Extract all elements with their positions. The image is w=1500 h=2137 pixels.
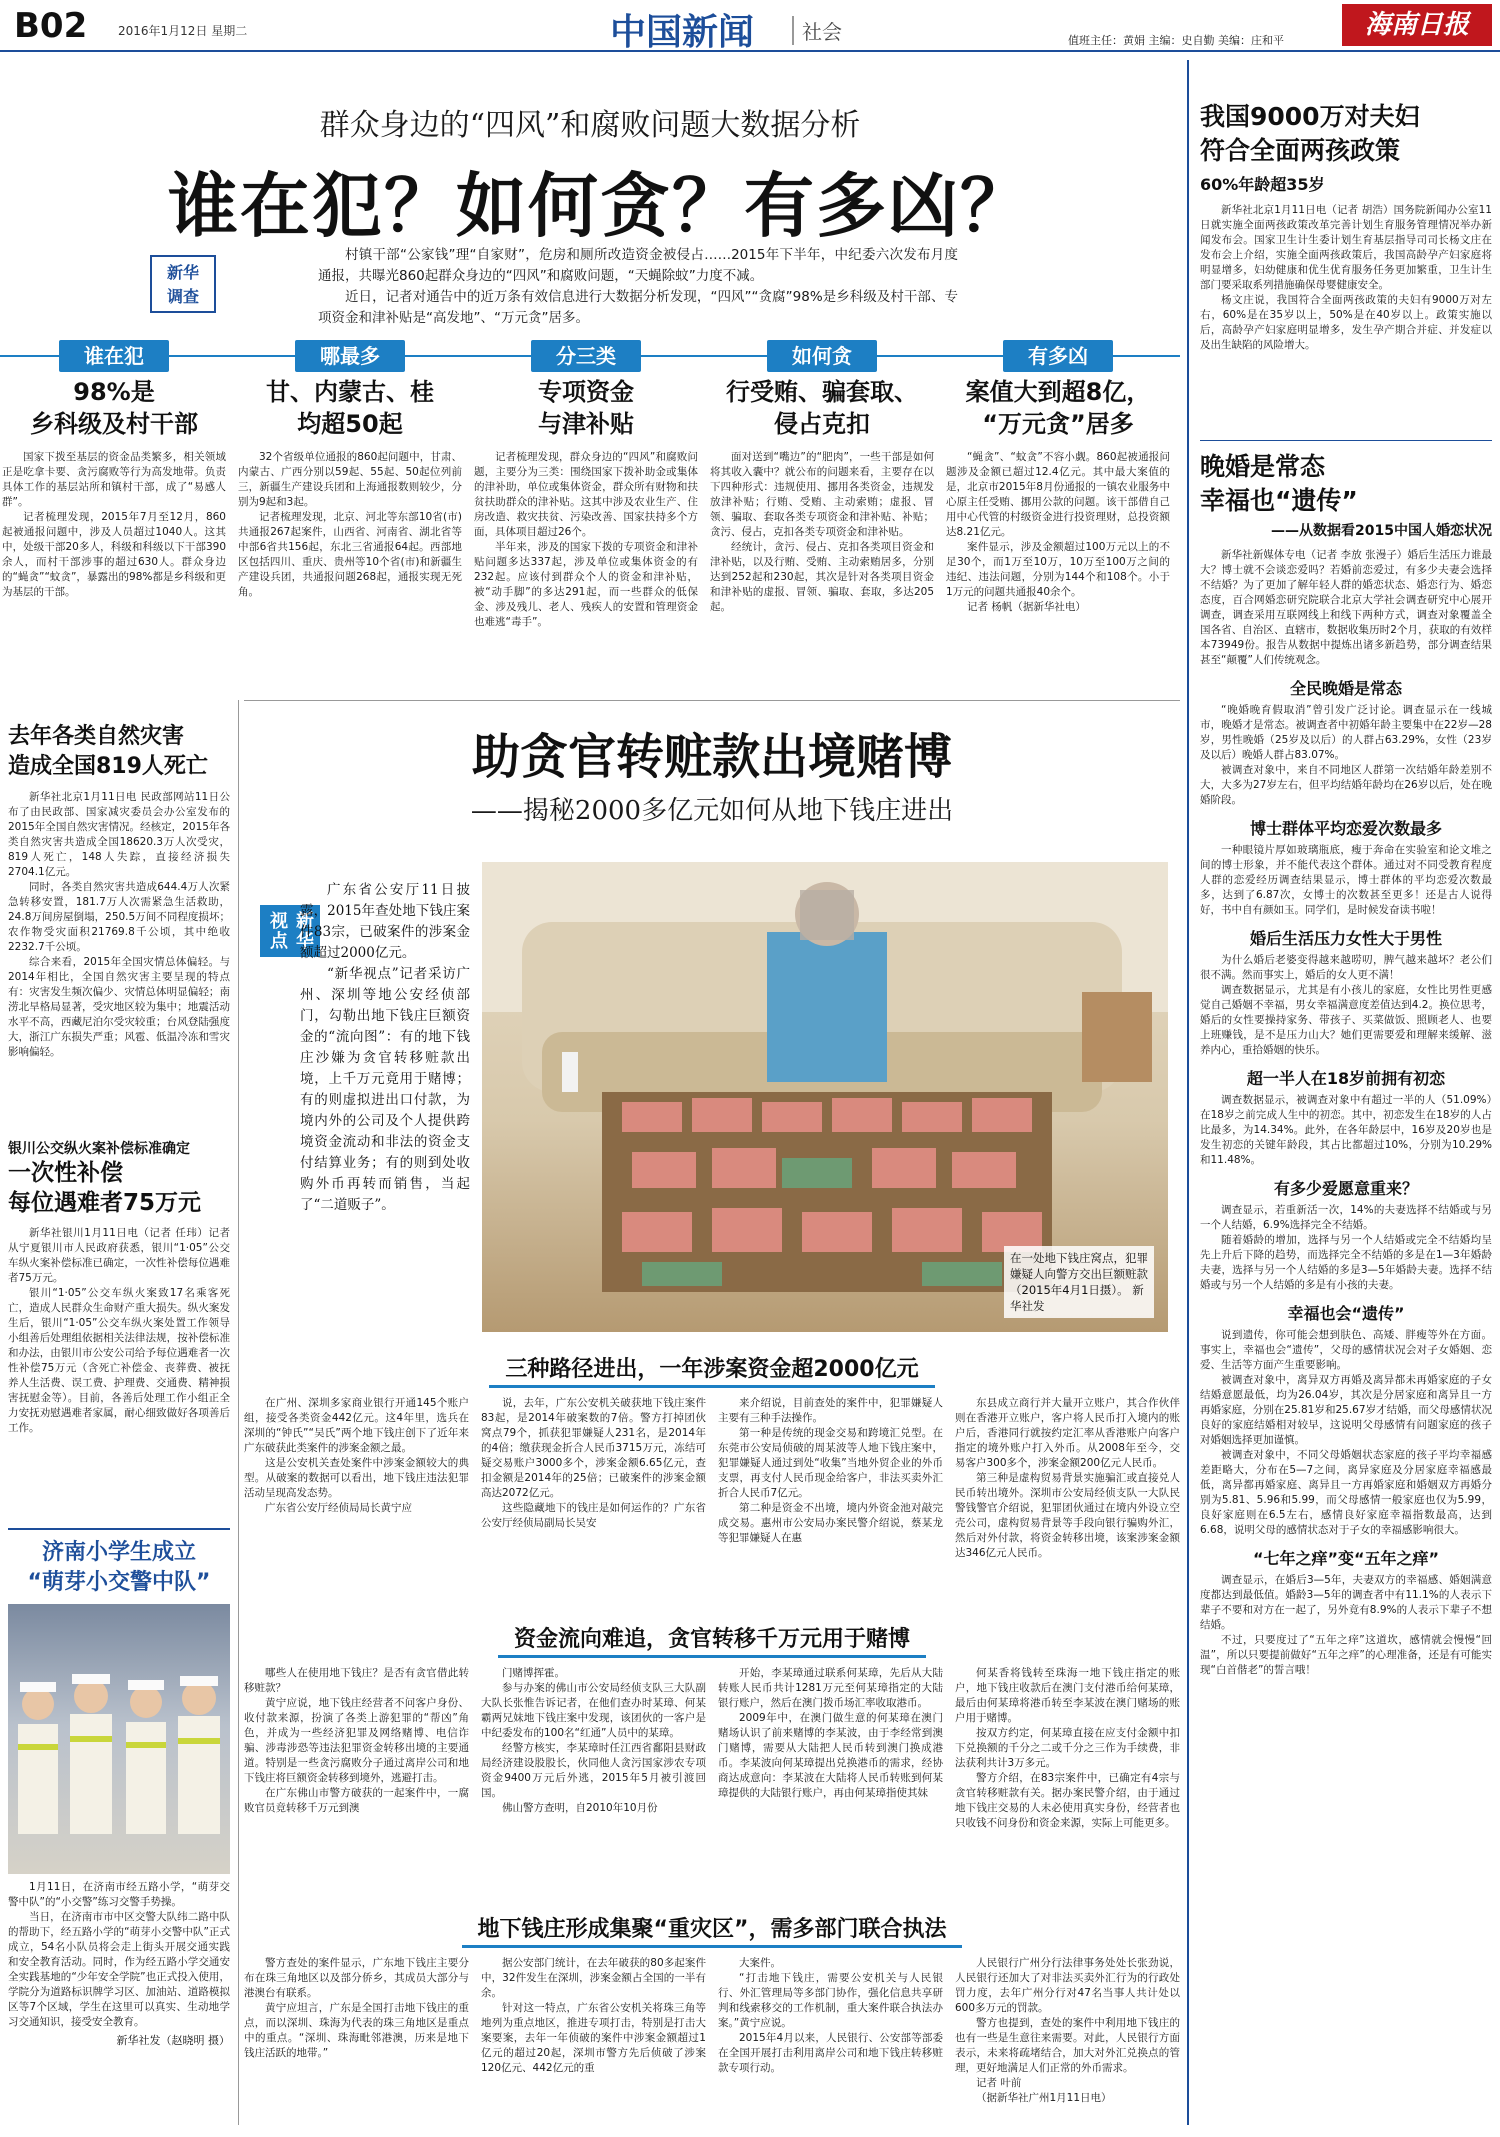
marriage-subheading: “七年之痒”变“五年之痒” (1252, 1549, 1440, 1568)
text-column (244, 1666, 469, 1831)
feature-lead-text (300, 880, 470, 1216)
paragraph: “打击地下钱庄，需要公安机关与人民银行、外汇管理局等多部门协作，强化信息共享研判和线索移交的工作机制，重大案件联合执法办案。”黄宁应说。 (718, 1972, 943, 2029)
paragraph: 大案件。 (739, 1957, 781, 1969)
tab-column (238, 340, 462, 600)
paragraph: 调查数据显示，被调查对象中有超过一半的人（51.09%）在18岁之前完成人生中的初恋。其中，初恋发生在18岁的人占比最多，为14.34%。此外，在各年龄层中，16岁及20岁也是发生初恋的关键年龄段，其占比都超过10%，分别为10.29%和11.48%。 (1200, 1094, 1492, 1166)
paragraph: 记者 叶前 (976, 2077, 1022, 2089)
newspaper-logo: 海南日报 (1342, 4, 1492, 46)
paragraph: 银川“1·05”公交车纵火案致17名乘客死亡，造成人民群众生命财产重大损失。纵火案发生后，银川“1·05”公交车纵火案处置工作领导小组善后处理组依据相关法律法规，按补偿标准和办法，由银川市公安公司给予每位遇难者一次性补偿75万元（含死亡补偿金、丧葬费、被抚养人生活费、误工费、护理费、交通费、精神损害抚慰金等）。目前，各善后处理工作小组正全力安抚劝慰遇难者家属，耐心细致做好各项善后工作。 (8, 1287, 230, 1434)
tab-column (474, 340, 698, 630)
tab-title: 专项资金 与津补贴 (538, 378, 634, 438)
paragraph: 半年来，涉及的国家下拨的专项资金和津补贴问题多达337起，涉及单位或集体资金的有232起。应该付到群众个人的资金和津补贴，被“动手脚”的多达291起，而一些群众的低保金、涉及残儿、老人、残疾人的安置和管理资金也难逃“毒手”。 (474, 541, 698, 628)
paragraph: 说到遗传，你可能会想到肤色、高矮、胖瘦等外在方面。事实上，幸福也会“遗传”，父母的感情状况会对子女婚姻、恋爱、生活等方面产生重要影响。 (1200, 1329, 1492, 1371)
school-title: 济南小学生成立 “萌芽小交警中队” (27, 1540, 211, 1595)
two-child-title: 我国9000万对夫妇 符合全面两孩政策 (1200, 102, 1420, 165)
paragraph: 这些隐藏地下的钱庄是如何运作的？广东省公安厅经侦局副局长吴安 (481, 1502, 706, 1529)
paragraph: 人民银行广州分行法律事务处处长张劲说，人民银行还加大了对非法买卖外汇行为的行政处罚力度，去年广州分行对47名当事人共计处以600多万元的罚款。 (955, 1957, 1180, 2014)
marriage-title: 晚婚是常态 幸福也“遗传” (1200, 452, 1358, 515)
paragraph: 针对这一特点，广东省公安机关将珠三角等地列为重点地区，推进专项打击，特别是打击大案要案，去年一年侦破的案件中涉案金额超过1亿元的超过20起，深圳市警方先后侦破了涉案120亿元、442亿元的重 (481, 2002, 706, 2074)
paragraph: 第二种是资金不出境，境内外资金池对敲完成交易。惠州市公安局办案民警介绍说，蔡某龙等犯罪嫌疑人在惠 (718, 1502, 943, 1544)
page-number: B02 (14, 6, 88, 46)
paragraph: 新华社北京1月11日电 民政部网站11日公布了由民政部、国家减灾委员会办公室发布的2015年全国自然灾害情况。经核定，2015年各类自然灾害共造成全国18620.3万人次受灾，819人死亡，148人失踪，直接经济损失2704.1亿元。 (8, 791, 230, 878)
paragraph: 说，去年，广东公安机关破获地下钱庄案件83起，是2014年破案数的7倍。警方打掉团伙窝点79个，抓获犯罪嫌疑人231名，是2014年的4倍；缴获现金折合人民币3715万元，冻结可疑交易账户3000多个，涉案金额6.65亿元，查扣金额是2014年的25倍；已破案件的涉案金额高达2072亿元。 (481, 1397, 706, 1499)
paragraph: 案件显示，涉及金额超过100万元以上的不足30个，而1万至10万，10万至100万之间的违纪、违法问题，分别为144个和108个。小于1万元的问题共通报40余个。 (946, 541, 1170, 598)
paragraph: 第一种是传统的现金交易和跨境汇兑型。在东莞市公安局侦破的周某波等人地下钱庄案中，犯罪嫌疑人通过到处“收集”当地外贸企业的外币支票，再支付人民币现金给客户，非法买卖外汇折合人民币7亿元。 (718, 1427, 943, 1499)
school-traffic-police-photo (8, 1604, 230, 1874)
paragraph: 何某香将钱转至珠海一地下钱庄指定的账户，地下钱庄收款后在澳门支付港币给何某璋，最后由何某璋将港币转至李某波在澳门赌场的账户用于赌博。 (955, 1667, 1180, 1724)
text-column (244, 1956, 469, 2106)
tab-column (2, 340, 226, 600)
paragraph: 随着婚龄的增加，选择与另一个人结婚或完全不结婚均呈先上升后下降的趋势，而选择完全不结婚的多是在1—3年婚龄夫妻，选择与另一个人结婚的多是3—5年婚龄夫妻。选择不结婚或与另一个人结婚的多是有小孩的夫妻。 (1200, 1234, 1492, 1291)
section-heading: 资金流向难追，贪官转移千万元用于赌博 (498, 1622, 926, 1658)
marriage-subheading: 全民晚婚是常态 (1289, 679, 1402, 698)
marriage-section-body (1200, 1093, 1492, 1168)
marriage-section-body (1200, 1573, 1492, 1678)
tab-title: 行受贿、骗套取、 侵占克扣 (726, 378, 918, 438)
paragraph: 门赌博挥霍。 (502, 1667, 565, 1679)
paragraph: 按双方约定，何某璋直接在应支付金额中扣下兑换额的千分之二或千分之三作为手续费，非法获利共计3万多元。 (955, 1727, 1180, 1769)
paragraph: 在广东佛山市警方破获的一起案件中，一腐败官员竟转移千万元到澳 (244, 1787, 469, 1814)
data-analysis-tabs (0, 340, 1180, 690)
marriage-subheading: 超一半人在18岁前拥有初恋 (1246, 1069, 1446, 1088)
tab-title: 98%是 乡科级及村干部 (30, 378, 198, 438)
marriage-section-body (1200, 703, 1492, 808)
paragraph: 为什么婚后老婆变得越来越唠叨，脾气越来越坏？老公们很不满。然而事实上，婚后的女人更不满！ (1200, 954, 1492, 981)
section-three-paths (244, 1352, 1180, 1561)
paragraph: 新华社新媒体专电（记者 李放 张漫子）婚后生活压力谁最大？博士就不会谈恋爱吗？若婚前恋爱过，有多少夫妻会选择不结婚？为了更加了解年轻人群的婚恋状态、婚恋行为、婚恋态度，百合网婚恋研究院联合北京大学社会调查研究中心展开调查，调查采用互联网线上和线下两种方式，调查对象覆盖全国各省、自治区、直辖市，数据收集历时2个月，获取的有效样本73949份。报告从数据中提炼出诸多新趋势，部分调查结果甚至“颠覆”人们传统观念。 (1200, 549, 1492, 666)
paragraph: “新华视点”记者采访广州、深圳等地公安经侦部门，勾勒出地下钱庄巨额资金的“流向图”：有的地下钱庄沙嫌为贪官转移赃款出境，上千万元竟用于赌博；有的则虚拟进出口付款，为境内外的公司及个人提供跨境资金流动和非法的资金支付结算业务；有的则到处收购外币再转而销售，当起了“二道贩子”。 (300, 966, 470, 1213)
tab-body (474, 450, 698, 630)
paragraph: 被调查对象中，离异双方再婚及离异都未再婚家庭的子女结婚意愿最低，均为26.04岁，其次是分居家庭和离异且一方再婚家庭，分别在25.81岁和25.67岁才结婚，而父母感情状况良好的家庭结婚相对较早，这说明父母感情有问题家庭的孩子对婚姻选择更加谨慎。 (1200, 1374, 1492, 1446)
feature-subhead: ——揭秘2000多亿元如何从地下钱庄进出 (470, 796, 954, 826)
photo-caption: 在一处地下钱庄窝点，犯罪嫌疑人向警方交出巨额赃款（2015年4月1日摄）。 新华社发 (1004, 1246, 1154, 1318)
xinhua-survey-tag: 新华 调查 (150, 255, 216, 313)
tab-pill: 分三类 (531, 340, 641, 372)
paragraph: 被调查对象中，不同父母婚姻状态家庭的孩子平均幸福感差距略大，分布在5—7之间，离异家庭及分居家庭幸福感最低，离异都再婚家庭、离异且一方再婚家庭和婚姻双方再婚分别为5.81、5.96和5.99，而父母感情一般家庭也仅为5.99，良好家庭则在6.5左右，感情良好家庭幸福指数最高，达到6.68，说明父母的感情状态对于子女的幸福感影响很大。 (1200, 1449, 1492, 1536)
paragraph: 东县成立商行并大量开立账户，其合作伙伴则在香港开立账户，客户将人民币打入境内的账户后，香港同行就按约定汇率从香港账户向客户指定的境外账户打入外币。从2008年至今，交易客户300多个，涉案金额200亿元人民币。 (955, 1397, 1180, 1469)
disaster-title: 去年各类自然灾害 造成全国819人死亡 (8, 724, 208, 779)
tab-pill: 有多凶 (1003, 340, 1113, 372)
marriage-section-body (1200, 843, 1492, 918)
marriage-subheading: 幸福也会“遗传” (1287, 1304, 1405, 1323)
paragraph: 综合来看，2015年全国灾情总体偏轻。与2014年相比，全国自然灾害主要呈现的特点有：灾害发生频次偏少、灾情总体明显偏轻；南涝北旱格局显著，受灾地区较为集中；地震活动水平不高，西藏尼泊尔受灾较重；台风登陆强度大，浙江广东损失严重；风雹、低温冷冻和雪灾影响偏轻。 (8, 956, 230, 1058)
two-child-subtitle: 60%年龄超35岁 (1200, 175, 1325, 194)
marriage-subheading: 婚后生活压力女性大于男性 (1249, 929, 1442, 948)
paragraph: 来介绍说，目前查处的案件中，犯罪嫌疑人主要有三种手法操作。 (718, 1397, 943, 1424)
section-funds-flow (244, 1622, 1180, 1831)
tab-body (710, 450, 934, 615)
paragraph: 新华社北京1月11日电（记者 胡浩）国务院新闻办公室11日就实施全面两孩政策改革完善计划生育服务管理情况举办新闻发布会。国家卫生计生委计划生育基层指导司司长杨文庄在发布会上介绍，实施全面两孩政策后，我国高龄孕产妇家庭将明显增多，妇幼健康和优生优育服务任务更加繁重，卫生计生部门要采取系列措施确保母婴健康安全。 (1200, 204, 1492, 291)
paragraph: 警方查处的案件显示，广东地下钱庄主要分布在珠三角地区以及部分侨乡，其成员大部分与港澳台有联系。 (244, 1957, 469, 1999)
tab-body (946, 450, 1170, 615)
tab-pill: 谁在犯 (59, 340, 169, 372)
marriage-subheading: 博士群体平均恋爱次数最多 (1249, 819, 1442, 838)
tab-body (238, 450, 462, 600)
section-name: 社会 (792, 16, 842, 45)
text-column (955, 1666, 1180, 1831)
paragraph: 在广州、深圳多家商业银行开通145个账户组，接受各类资金442亿元。这4年里，选兵在深圳的“钟氏”“吴氏”两个地下钱庄创下了近年来广东破获此类案件的涉案金额之最。 (244, 1397, 469, 1454)
tab-pill: 如何贪 (767, 340, 877, 372)
text-column (244, 1396, 469, 1561)
issue-date: 2016年1月12日 星期二 (118, 24, 248, 38)
bus-fire-article (8, 1226, 230, 1436)
right-column-divider (1187, 60, 1189, 2125)
tab-title: 案值大到超8亿， “万元贪”居多 (965, 378, 1151, 438)
text-column (955, 1396, 1180, 1561)
paragraph: 一种眼镜片厚如玻璃瓶底，瘦于奔命在实验室和论文堆之间的博士形象，并不能代表这个群体。通过对不同受教育程度人群的恋爱经历调查结果显示，博士群体的平均恋爱次数最多，达到了6.87次，女博士的次数甚至更多！还是古人说得好，书中自有颜如玉。同学们，是时候发奋读书啦！ (1200, 844, 1492, 916)
feature-headline: 助贪官转赃款出境赌博 (471, 729, 952, 785)
tab-pill: 哪最多 (295, 340, 405, 372)
paragraph: 参与办案的佛山市公安局经侦支队三大队副大队长张惟告诉记者，在他们查办时某璋、何某霸两兄妹地下钱庄案中发现，该团伙的一客户是中纪委发布的100名“红通”人员中的某璋。 (481, 1682, 706, 1739)
bus-fire-title: 一次性补偿 每位遇难者75万元 (8, 1160, 202, 1216)
paragraph: 记者梳理发现，群众身边的“四风”和腐败问题，主要分为三类：围绕国家下拨补助金或集体的津补助，单位或集体资金，群众所有财物和扶贫扶助群众的津补贴。这其中涉及农业生产、住房改造、救灾扶贫、污染改善、国家扶持多个方面，具体项目超过26个。 (474, 451, 698, 538)
two-child-article (1200, 203, 1492, 353)
paragraph: 广东省公安厅经侦局局长黄宁应 (265, 1502, 412, 1514)
paragraph: 2009年中，在澳门做生意的何某璋在澳门赌场认识了前来赌博的李某波，由于李经常到澳门赌博，需要从大陆把人民币转到澳门换成港币。李某波向何某璋提出兑换港币的需求，经协商达成意向：李某波在大陆将人民币转账到何某璋提供的大陆银行账户，再由何某璋指使其妹 (718, 1712, 943, 1799)
paragraph: 新华社银川1月11日电（记者 任玮）记者从宁夏银川市人民政府获悉，银川“1·05”公交车纵火案补偿标准已确定，一次性补偿每位遇难者75万元。 (8, 1227, 230, 1284)
paragraph: 经警方核实，李某璋时任江西省鄱阳县财政局经济建设股股长，伙同他人贪污国家涉农专项资金9400万元后外逃，2015年5月被引渡回国。 (481, 1742, 706, 1799)
text-column (481, 1396, 706, 1561)
paragraph: 黄宁应说，地下钱庄经营者不问客户身份、收付款来源，扮演了各类上游犯罪的“帮凶”角色，并成为一些经济犯罪及网络赌博、电信诈骗、涉毒涉恐等违法犯罪资金转移出境的主要通道。特别是一些贪污腐败分子通过离岸公司和地下钱庄将巨额资金转移到境外，逃避打击。 (244, 1697, 469, 1784)
paragraph: 杨文庄说，我国符合全面两孩政策的夫妇有9000万对左右，60%是在35岁以上，50%是在40岁以上。政策实施以后，高龄孕产妇家庭明显增多，发生孕产期合并症、并发症以及出生缺陷的风险增大。 (1200, 294, 1492, 351)
paragraph: 调查数据显示，尤其是有小孩儿的家庭，女性比男性更感觉自己婚姻不幸福，男女幸福满意度差值达到4.2。换位思考，婚后的女性要操持家务、带孩子、买菜做饭、照顾老人、也要上班赚钱，是不是压力山大？她们更需要爱和理解来缓解、滋养内心，重拾婚姻的快乐。 (1200, 984, 1492, 1056)
text-column (955, 1956, 1180, 2106)
school-caption (8, 1880, 230, 2030)
paragraph: 警方也提到，查处的案件中利用地下钱庄的也有一些是生意往来需要。对此，人民银行方面表示，未来将疏堵结合，加大对外汇兑换点的管理，更好地满足人们正常的外币需求。 (955, 2017, 1180, 2074)
marriage-section-body (1200, 1203, 1492, 1293)
bus-fire-kicker: 银川公交纵火案补偿标准确定 (8, 1141, 190, 1157)
tab-body (2, 450, 226, 600)
lead-intro-2: 近日，记者对通告中的近万条有效信息进行大数据分析发现，“四风”“贪腐”98%是乡科级及村干部、专项资金和津补贴是“高发地”、“万元贪”居多。 (318, 289, 958, 326)
paragraph: 记者梳理发现，北京、河北等东部10省(市)共通报267起案件，山西省、河南省、湖北省等中部6省共156起，东北三省通报64起。西部地区包括四川、重庆、贵州等10个省(市)和新疆生产建设兵团，共通报问题268起，通报实现无死角。 (238, 511, 462, 598)
editor-credits: 值班主任：黄娟 主编：史自勤 美编：庄和平 (1068, 34, 1284, 47)
text-column (718, 1666, 943, 1831)
marriage-subheading: 有多少爱愿意重来？ (1273, 1179, 1418, 1198)
paragraph: 不过，只要度过了“五年之痒”这道坎，感情就会慢慢“回温”，所以只要提前做好“五年之痒”的心理准备，还是有可能实现“白首偕老”的誓言哦！ (1200, 1634, 1492, 1676)
tab-column (946, 340, 1170, 615)
paragraph: 2015年4月以来，人民银行、公安部等部委在全国开展打击利用离岸公司和地下钱庄转移赃款专项行动。 (718, 2032, 943, 2074)
lead-intro-1: 村镇干部“公家钱”理“自家财”，危房和厕所改造资金被侵占……2015年下半年，中纪委六次发布月度通报，共曝光860起群众身边的“四风”和腐败问题，“天蝇除蚊”力度不减。 (318, 247, 958, 284)
paragraph: 哪些人在使用地下钱庄？是否有贪官借此转移赃款？ (244, 1667, 469, 1694)
text-column (481, 1666, 706, 1831)
paragraph: 记者 杨帆（据新华社电） (967, 601, 1086, 613)
paragraph: “晚婚晚育假取消”曾引发广泛讨论。调查显示在一线城市，晚婚才是常态。被调查者中初婚年龄主要集中在22岁—28岁，男性晚婚（25岁及以后）的人群占63.29%，女性（23岁及以后）晚婚人群占83.07%。 (1200, 704, 1492, 761)
text-column (718, 1396, 943, 1561)
paragraph: 32个省级单位通报的860起问题中，甘肃、内蒙古、广西分别以59起、55起、50起位列前三，新疆生产建设兵团和上海通报数则较少，分别为9起和3起。 (238, 451, 462, 508)
paragraph: 黄宁应坦言，广东是全国打击地下钱庄的重点，而以深圳、珠海为代表的珠三角地区是重点中的重点。“深圳、珠海毗邻港澳，历来是地下钱庄活跃的地带。” (244, 2002, 469, 2059)
tab-column (710, 340, 934, 615)
section-brand: 中国新闻 (610, 11, 755, 53)
marriage-section-body (1200, 953, 1492, 1058)
xinhua-viewpoint-tag: 新华 视点 (260, 905, 320, 957)
paragraph: 调查显示，若重新活一次，14%的夫妻选择不结婚或与另一个人结婚，6.9%选择完全不结婚。 (1200, 1204, 1492, 1231)
lead-headline: 谁在犯？如何贪？有多凶？ (168, 165, 1032, 247)
paragraph: 记者梳理发现，2015年7月至12月，860起被通报问题中，涉及人员超过1040人。这其中，处级干部20多人，科级和科级以下干部390余人，而村干部涉事的超过630人。群众身边的“蝇贪”“蚊贪”，暴露出的98%都是乡科级和更为基层的干部。 (2, 511, 226, 598)
right-rule (1200, 440, 1492, 441)
tab-title: 甘、内蒙古、桂 均超50起 (266, 378, 434, 438)
paragraph: 国家下拨至基层的资金品类繁多，相关领域正是吃拿卡要、贪污腐败等行为高发地带。负责具体工作的基层站所和镇村干部，成了“易感人群”。 (2, 451, 226, 508)
paragraph: 经统计，贪污、侵占、克扣各类项目资金和津补贴，以及行贿、受贿、主动索贿居多，分别达到252起和230起，其次是针对各类项目资金和津补贴的虚报、冒领、骗取、套取，多达205起。 (710, 541, 934, 613)
marriage-article (1200, 548, 1492, 1678)
paragraph: 被调查对象中，来自不同地区人群第一次结婚年龄差别不大，大多为27岁左右，但平均结婚年龄均在26岁以后，处在晚婚阶段。 (1200, 764, 1492, 806)
paragraph: 同时，各类自然灾害共造成644.4万人次紧急转移安置，181.7万人次需紧急生活救助，24.8万间房屋倒塌，250.5万间不同程度损坏；农作物受灾面积21769.8千公顷，其中绝收2232.7千公顷。 (8, 881, 230, 953)
disaster-article (8, 790, 230, 1060)
paragraph: “蝇贪”、“蚊贪”不容小觑。860起被通报问题涉及金额已超过12.4亿元。其中最大案值的是，北京市2015年8月份通报的一镇农业服务中心原主任受贿、挪用公款的问题。该干部借自己用中心代管的村级资金进行投资理财，总投资额达8.21亿元。 (946, 451, 1170, 538)
text-column (481, 1956, 706, 2106)
paragraph: 开始，李某璋通过联系何某璋，先后从大陆转账人民币共计1281万元至何某璋指定的大陆银行账户，然后在澳门拨币场汇率收取港币。 (718, 1667, 943, 1709)
section-heading: 地下钱庄形成集聚“重灾区”，需多部门联合执法 (462, 1912, 963, 1948)
paragraph: 广东省公安厅11日披露，2015年查处地下钱庄案件83宗，已破案件的涉案金额超过2000亿元。 (300, 882, 470, 961)
paragraph: 警方介绍，在83宗案件中，已确定有4宗与贪官转移赃款有关。据办案民警介绍，由于通过地下钱庄交易的人未必使用真实身份，经营者也只收钱不问身份和资金来源，实际上可能更多。 (955, 1772, 1180, 1829)
paragraph: 据公安部门统计，在去年破获的80多起案件中，32件发生在深圳，涉案金额占全国的一半有余。 (481, 1957, 706, 1999)
cash-seizure-photo (482, 862, 1168, 1332)
mid-top-rule (244, 700, 1180, 701)
paragraph: 1月11日，在济南市经五路小学，“萌芽交警中队”的“小交警”练习交警手势操。 (8, 1881, 230, 1908)
children-silhouettes (8, 1604, 230, 1874)
text-column (718, 1956, 943, 2106)
paragraph: （据新华社广州1月11日电） (976, 2092, 1112, 2104)
paragraph: 第三种是虚构贸易背景实施骗汇或直接兑人民币转出境外。深圳市公安局经侦支队一大队民警钱警官介绍说，犯罪团伙通过在境内外设立空壳公司，虚构贸易背景等手段向银行骗购外汇，然后对外付款，将资金转移出境，该案涉案金额达346亿元人民币。 (955, 1472, 1180, 1559)
paragraph: 当日，在济南市市中区交警大队纬二路中队的帮助下，经五路小学的“萌芽小交警中队”正式成立，54名小队员将会走上街头开展交通实践和安全教育活动。同时，作为经五路小学交通安全实践基地的“少年安全学院”也正式投入使用，学院分为道路标识牌学习区、加油站、道路模拟区等7个区域，学生在这里可以真实、生动地学习交通知识，接受安全教育。 (8, 1911, 230, 2028)
paragraph: 佛山警方查明，自2010年10月份 (502, 1802, 658, 1814)
section-heading: 三种路径进出，一年涉案资金超2000亿元 (489, 1352, 934, 1388)
left-column-divider (238, 700, 239, 2125)
section-joint-enforcement (244, 1912, 1180, 2106)
paragraph: 调查显示，在婚后3—5年，夫妻双方的幸福感、婚姻满意度都达到最低值。婚龄3—5年的调查者中有11.1%的人表示下辈子不要和对方在一起了，另外竟有8.9%的人表示下辈子不想结婚。 (1200, 1574, 1492, 1631)
marriage-section-body (1200, 1328, 1492, 1538)
paragraph: 这是公安机关查处案件中涉案金额较大的典型。从破案的数据可以看出，地下钱庄违法犯罪活动呈现高发态势。 (244, 1457, 469, 1499)
lead-kicker: 群众身边的“四风”和腐败问题大数据分析 (319, 108, 861, 143)
school-photo-credit: 新华社发（赵晓明 摄） (116, 2034, 230, 2047)
marriage-subtitle: ——从数据看2015中国人婚恋状况 (1271, 523, 1492, 539)
paragraph: 面对送到“嘴边”的“肥肉”，一些干部是如何将其收入囊中？就公布的问题来看，主要存在以下四种形式：违规使用、挪用各类资金，违规发放津补贴；行贿、受贿、主动索贿；虚报、冒领、骗取、套取各类专项资金和津补贴、补贴；贪污、侵占，克扣各类专项资金和津补贴。 (710, 451, 934, 538)
